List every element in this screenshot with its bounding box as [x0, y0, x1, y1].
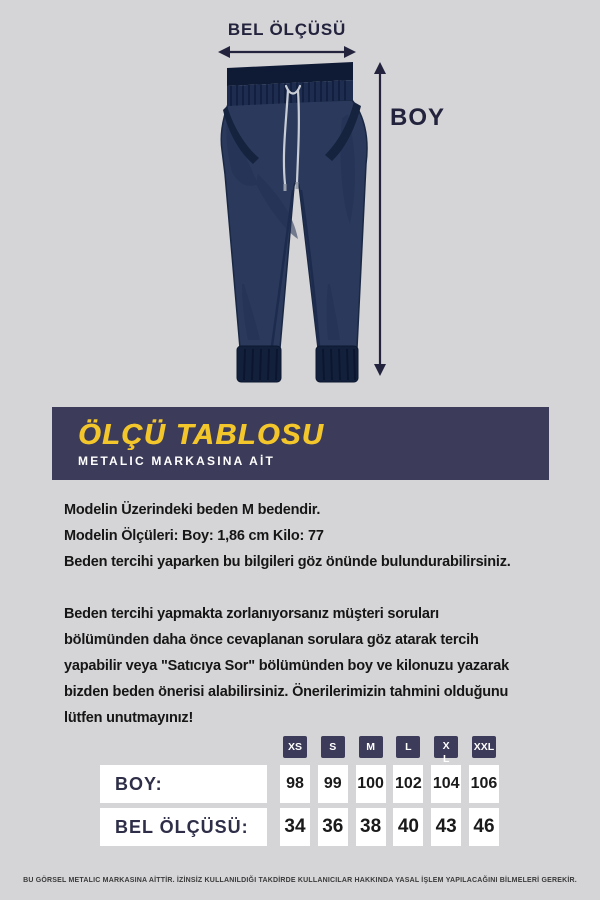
- size-value-cell: 102: [393, 765, 423, 803]
- size-value-cell: 34: [280, 808, 310, 846]
- size-value-cell: 98: [280, 765, 310, 803]
- paragraph-line: Beden tercihi yapmakta zorlanıyorsanız müşteri soruları: [64, 606, 439, 622]
- size-chip-l: [396, 736, 420, 758]
- size-chip-label: XL: [442, 740, 450, 765]
- size-header-row: [280, 736, 499, 765]
- paragraph-line: yapabilir veya "Satıcıya Sor" bölümünden boy ve kilonuzu yazarak: [64, 658, 509, 674]
- size-chip-xl: [434, 736, 458, 765]
- size-chip-label: S: [329, 741, 337, 753]
- paragraph-line: Beden tercihi yaparken bu bilgileri göz önünde bulundurabilirsiniz.: [64, 554, 511, 570]
- row-values-boy: [280, 765, 499, 803]
- size-value-cell: 38: [356, 808, 386, 846]
- pants-illustration: [198, 54, 382, 386]
- size-col: [469, 736, 499, 758]
- size-col: [356, 736, 386, 758]
- row-values-bel-olcusu: [280, 808, 499, 846]
- size-chip-label: L: [405, 741, 412, 753]
- model-info-paragraph: [64, 497, 511, 575]
- paragraph-line: lütfen unutmayınız!: [64, 710, 194, 726]
- size-col: [280, 736, 310, 758]
- size-col: [318, 736, 348, 758]
- size-advice-paragraph: [64, 601, 509, 731]
- size-chip-xs: [283, 736, 307, 758]
- paragraph-line: Modelin Üzerindeki beden M bedendir.: [64, 502, 321, 518]
- size-chip-m: [359, 736, 383, 758]
- size-chip-xxl: [472, 736, 496, 758]
- size-value-cell: 46: [469, 808, 499, 846]
- size-col: [393, 736, 423, 758]
- banner-title: ÖLÇÜ TABLOSU: [78, 418, 325, 451]
- size-value-cell: 106: [469, 765, 499, 803]
- waist-measure-label: BEL ÖLÇÜSÜ: [227, 20, 347, 39]
- size-chip-label: M: [366, 741, 375, 753]
- banner-subtitle: METALIC MARKASINA AİT: [78, 453, 276, 468]
- size-value-cell: 40: [393, 808, 423, 846]
- size-col: [431, 736, 461, 765]
- legal-disclaimer: BU GÖRSEL METALIC MARKASINA AİTTİR. İZİNSİZ KULLANILDIĞI TAKDİRDE KULLANICILAR HAKKINDA YASAL İŞLEM YAPILACAĞINI BİLMELERİ GEREKİR.: [23, 877, 577, 884]
- paragraph-line: bizden beden önerisi alabilirsiniz. Önerilerimizin tahmini olduğunu: [64, 684, 509, 700]
- size-chip-label: XS: [287, 741, 302, 753]
- size-value-cell: 100: [356, 765, 386, 803]
- size-value-cell: 43: [431, 808, 461, 846]
- size-table-banner: [52, 407, 549, 480]
- paragraph-line: bölümünden daha önce cevaplanan sorulara göz atarak tercih: [64, 632, 479, 648]
- size-value-cell: 104: [431, 765, 461, 803]
- paragraph-line: Modelin Ölçüleri: Boy: 1,86 cm Kilo: 77: [64, 528, 324, 544]
- size-value-cell: 36: [318, 808, 348, 846]
- row-label-boy: BOY:: [100, 765, 267, 803]
- size-value-cell: 99: [318, 765, 348, 803]
- size-chip-label: XXL: [473, 741, 495, 753]
- size-chip-s: [321, 736, 345, 758]
- row-label-bel-olcusu: BEL ÖLÇÜSÜ:: [100, 808, 267, 846]
- height-measure-label: BOY: [390, 104, 446, 131]
